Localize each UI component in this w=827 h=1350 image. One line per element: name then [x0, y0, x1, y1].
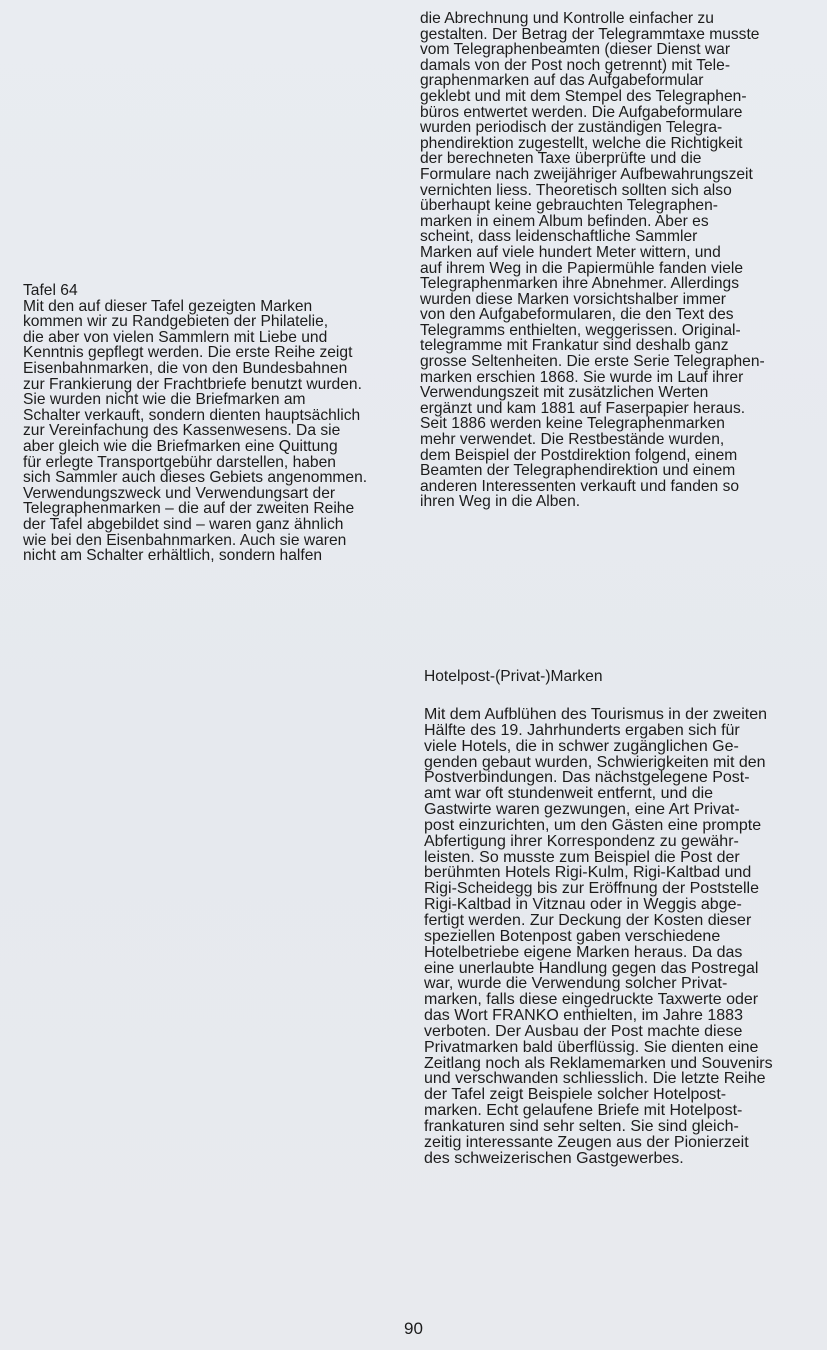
- text-line: verboten. Der Ausbau der Post machte diese: [424, 1022, 743, 1040]
- text-line: nicht am Schalter erhältlich, sondern halfen: [23, 547, 323, 565]
- text-line: Formulare nach zweijähriger Aufbewahrungszeit: [420, 165, 753, 183]
- text-line: berühmten Hotels Rigi-Kulm, Rigi-Kaltbad und: [424, 864, 752, 882]
- text-line: von den Aufgabeformularen, die den Text des: [420, 306, 734, 324]
- text-line: Mit dem Aufblühen des Tourismus in der zweiten: [424, 706, 767, 723]
- text-line: marken in einem Album befinden. Aber es: [420, 212, 709, 230]
- text-line: Kenntnis gepflegt werden. Die erste Reihe zeigt: [23, 344, 353, 362]
- text-line: Rigi-Kaltbad in Vitznau oder in Weggis abge-: [424, 896, 742, 914]
- text-line: des schweizerischen Gastgewerbes.: [424, 1149, 684, 1167]
- text-line: Sie wurden nicht wie die Briefmarken am: [23, 391, 306, 409]
- text-line: wurden periodisch der zuständigen Telegra-: [420, 119, 723, 137]
- text-line: vernichten liess. Theoretisch sollten sich also: [420, 181, 732, 199]
- text-line: Telegramms enthielten, weggerissen. Original-: [420, 321, 741, 339]
- text-line: Marken auf viele hundert Meter wittern, und: [420, 243, 721, 261]
- text-line: kommen wir zu Randgebieten der Philatelie,: [23, 313, 329, 331]
- text-line: Gastwirte waren gezwungen, eine Art Privat-: [424, 801, 740, 819]
- text-line: grosse Seltenheiten. Die erste Serie Telegraphen-: [420, 353, 765, 371]
- text-line: büros entwertet werden. Die Aufgabeformulare: [420, 103, 743, 121]
- text-line: damals von der Post noch getrennt) mit Tele-: [420, 56, 731, 74]
- text-line: auf ihrem Weg in die Papiermühle fanden viele: [420, 259, 744, 277]
- text-line: marken, falls diese eingedruckte Taxwerte oder: [424, 991, 759, 1009]
- page-number: 90: [404, 1319, 423, 1338]
- text-line: leisten. So musste zum Beispiel die Post der: [424, 848, 740, 866]
- text-line: Zeitlang noch als Reklamemarken und Souvenirs: [424, 1054, 773, 1072]
- text-line: telegramme mit Frankatur sind deshalb ganz: [420, 337, 729, 355]
- section-heading: Hotelpost-(Privat-)Marken: [424, 668, 603, 685]
- text-line: eine unerlaubte Handlung gegen das Postregal: [424, 959, 759, 977]
- text-line: Beamten der Telegraphendirektion und einem: [420, 462, 736, 480]
- text-line: die Abrechnung und Kontrolle einfacher zu: [420, 10, 714, 27]
- text-line: fertigt werden. Zur Deckung der Kosten dieser: [424, 911, 752, 929]
- text-line: marken. Echt gelaufene Briefe mit Hotelpost-: [424, 1102, 743, 1120]
- text-line: Rigi-Scheidegg bis zur Eröffnung der Poststelle: [424, 880, 759, 898]
- left-column-text: [23, 283, 383, 564]
- text-line: Verwendungszeit mit zusätzlichen Werten: [420, 384, 709, 402]
- text-line: graphenmarken auf das Aufgabeformular: [420, 72, 704, 90]
- text-line: ihren Weg in die Alben.: [420, 493, 581, 511]
- text-line: gestalten. Der Betrag der Telegrammtaxe musste: [420, 25, 760, 43]
- text-line: ergänzt und kam 1881 auf Faserpapier heraus.: [420, 399, 746, 417]
- text-line: sich Sammler auch dieses Gebiets angenommen.: [23, 469, 368, 487]
- text-line: und verschwanden schliesslich. Die letzte Reihe: [424, 1070, 766, 1088]
- text-line: phendirektion zugestellt, welche die Richtigkeit: [420, 134, 743, 152]
- text-line: Hälfte des 19. Jahrhunderts ergaben sich für: [424, 721, 740, 739]
- text-line: das Wort FRANKO enthielten, im Jahre 1883: [424, 1007, 743, 1025]
- text-line: war, wurde die Verwendung solcher Privat-: [424, 975, 728, 993]
- text-line: scheint, dass leidenschaftliche Sammler: [420, 228, 698, 246]
- text-line: mehr verwendet. Die Restbestände wurden,: [420, 431, 725, 449]
- text-line: zeitig interessante Zeugen aus der Pionierzeit: [424, 1133, 749, 1151]
- section-body-text: [424, 707, 824, 1166]
- text-line: wie bei den Eisenbahnmarken. Auch sie waren: [23, 531, 347, 549]
- text-line: viele Hotels, die in schwer zugänglichen Ge-: [424, 737, 739, 755]
- text-line: zur Vereinfachung des Kassenwesens. Da sie: [23, 422, 341, 440]
- text-line: der berechneten Taxe überprüfte und die: [420, 150, 702, 168]
- text-line: für erlegte Transportgebühr darstellen, haben: [23, 453, 336, 471]
- text-line: Schalter verkauft, sondern dienten hauptsächlich: [23, 406, 361, 424]
- text-line: überhaupt keine gebrauchten Telegraphen-: [420, 197, 718, 215]
- text-line: zur Frankierung der Frachtbriefe benutzt wurden.: [23, 375, 362, 393]
- text-line: speziellen Botenpost gaben verschiedene: [424, 927, 721, 945]
- text-line: Eisenbahnmarken, die von den Bundesbahnen: [23, 359, 348, 377]
- text-line: dem Beispiel der Postdirektion folgend, einem: [420, 446, 738, 464]
- text-line: Privatmarken bald überflüssig. Sie dienten eine: [424, 1038, 759, 1056]
- text-line: post einzurichten, um den Gästen eine prompte: [424, 816, 762, 834]
- text-line: Telegraphenmarken – die auf der zweiten Reihe: [23, 500, 355, 518]
- text-line: genden gebaut wurden, Schwierigkeiten mit den: [424, 753, 766, 771]
- text-line: Postverbindungen. Das nächstgelegene Post-: [424, 769, 750, 787]
- text-line: Mit den auf dieser Tafel gezeigten Marken: [23, 297, 313, 315]
- text-line: der Tafel abgebildet sind – waren ganz ähnlich: [23, 515, 344, 533]
- text-line: Tafel 64: [23, 282, 78, 299]
- text-line: Hotelbetriebe eigene Marken heraus. Da das: [424, 943, 743, 961]
- text-line: Seit 1886 werden keine Telegraphenmarken: [420, 415, 725, 433]
- text-line: der Tafel zeigt Beispiele solcher Hotelpost-: [424, 1086, 727, 1104]
- text-line: Abfertigung ihrer Korrespondenz zu gewähr-: [424, 832, 739, 850]
- text-line: marken erschien 1868. Sie wurde im Lauf ihrer: [420, 368, 744, 386]
- text-line: amt war oft stundenweit entfernt, und die: [424, 785, 714, 803]
- text-line: Telegraphenmarken ihre Abnehmer. Allerdings: [420, 275, 740, 293]
- text-line: aber gleich wie die Briefmarken eine Quittung: [23, 437, 338, 455]
- text-line: vom Telegraphenbeamten (dieser Dienst war: [420, 41, 731, 59]
- text-line: Verwendungszweck und Verwendungsart der: [23, 484, 336, 502]
- text-line: wurden diese Marken vorsichtshalber immer: [420, 290, 726, 308]
- text-line: anderen Interessenten verkauft und fanden so: [420, 477, 740, 495]
- text-line: frankaturen sind sehr selten. Sie sind gleich-: [424, 1117, 739, 1135]
- text-line: geklebt und mit dem Stempel des Telegraphen-: [420, 87, 747, 105]
- right-column-text: [420, 11, 820, 510]
- text-line: die aber von vielen Sammlern mit Liebe und: [23, 328, 328, 346]
